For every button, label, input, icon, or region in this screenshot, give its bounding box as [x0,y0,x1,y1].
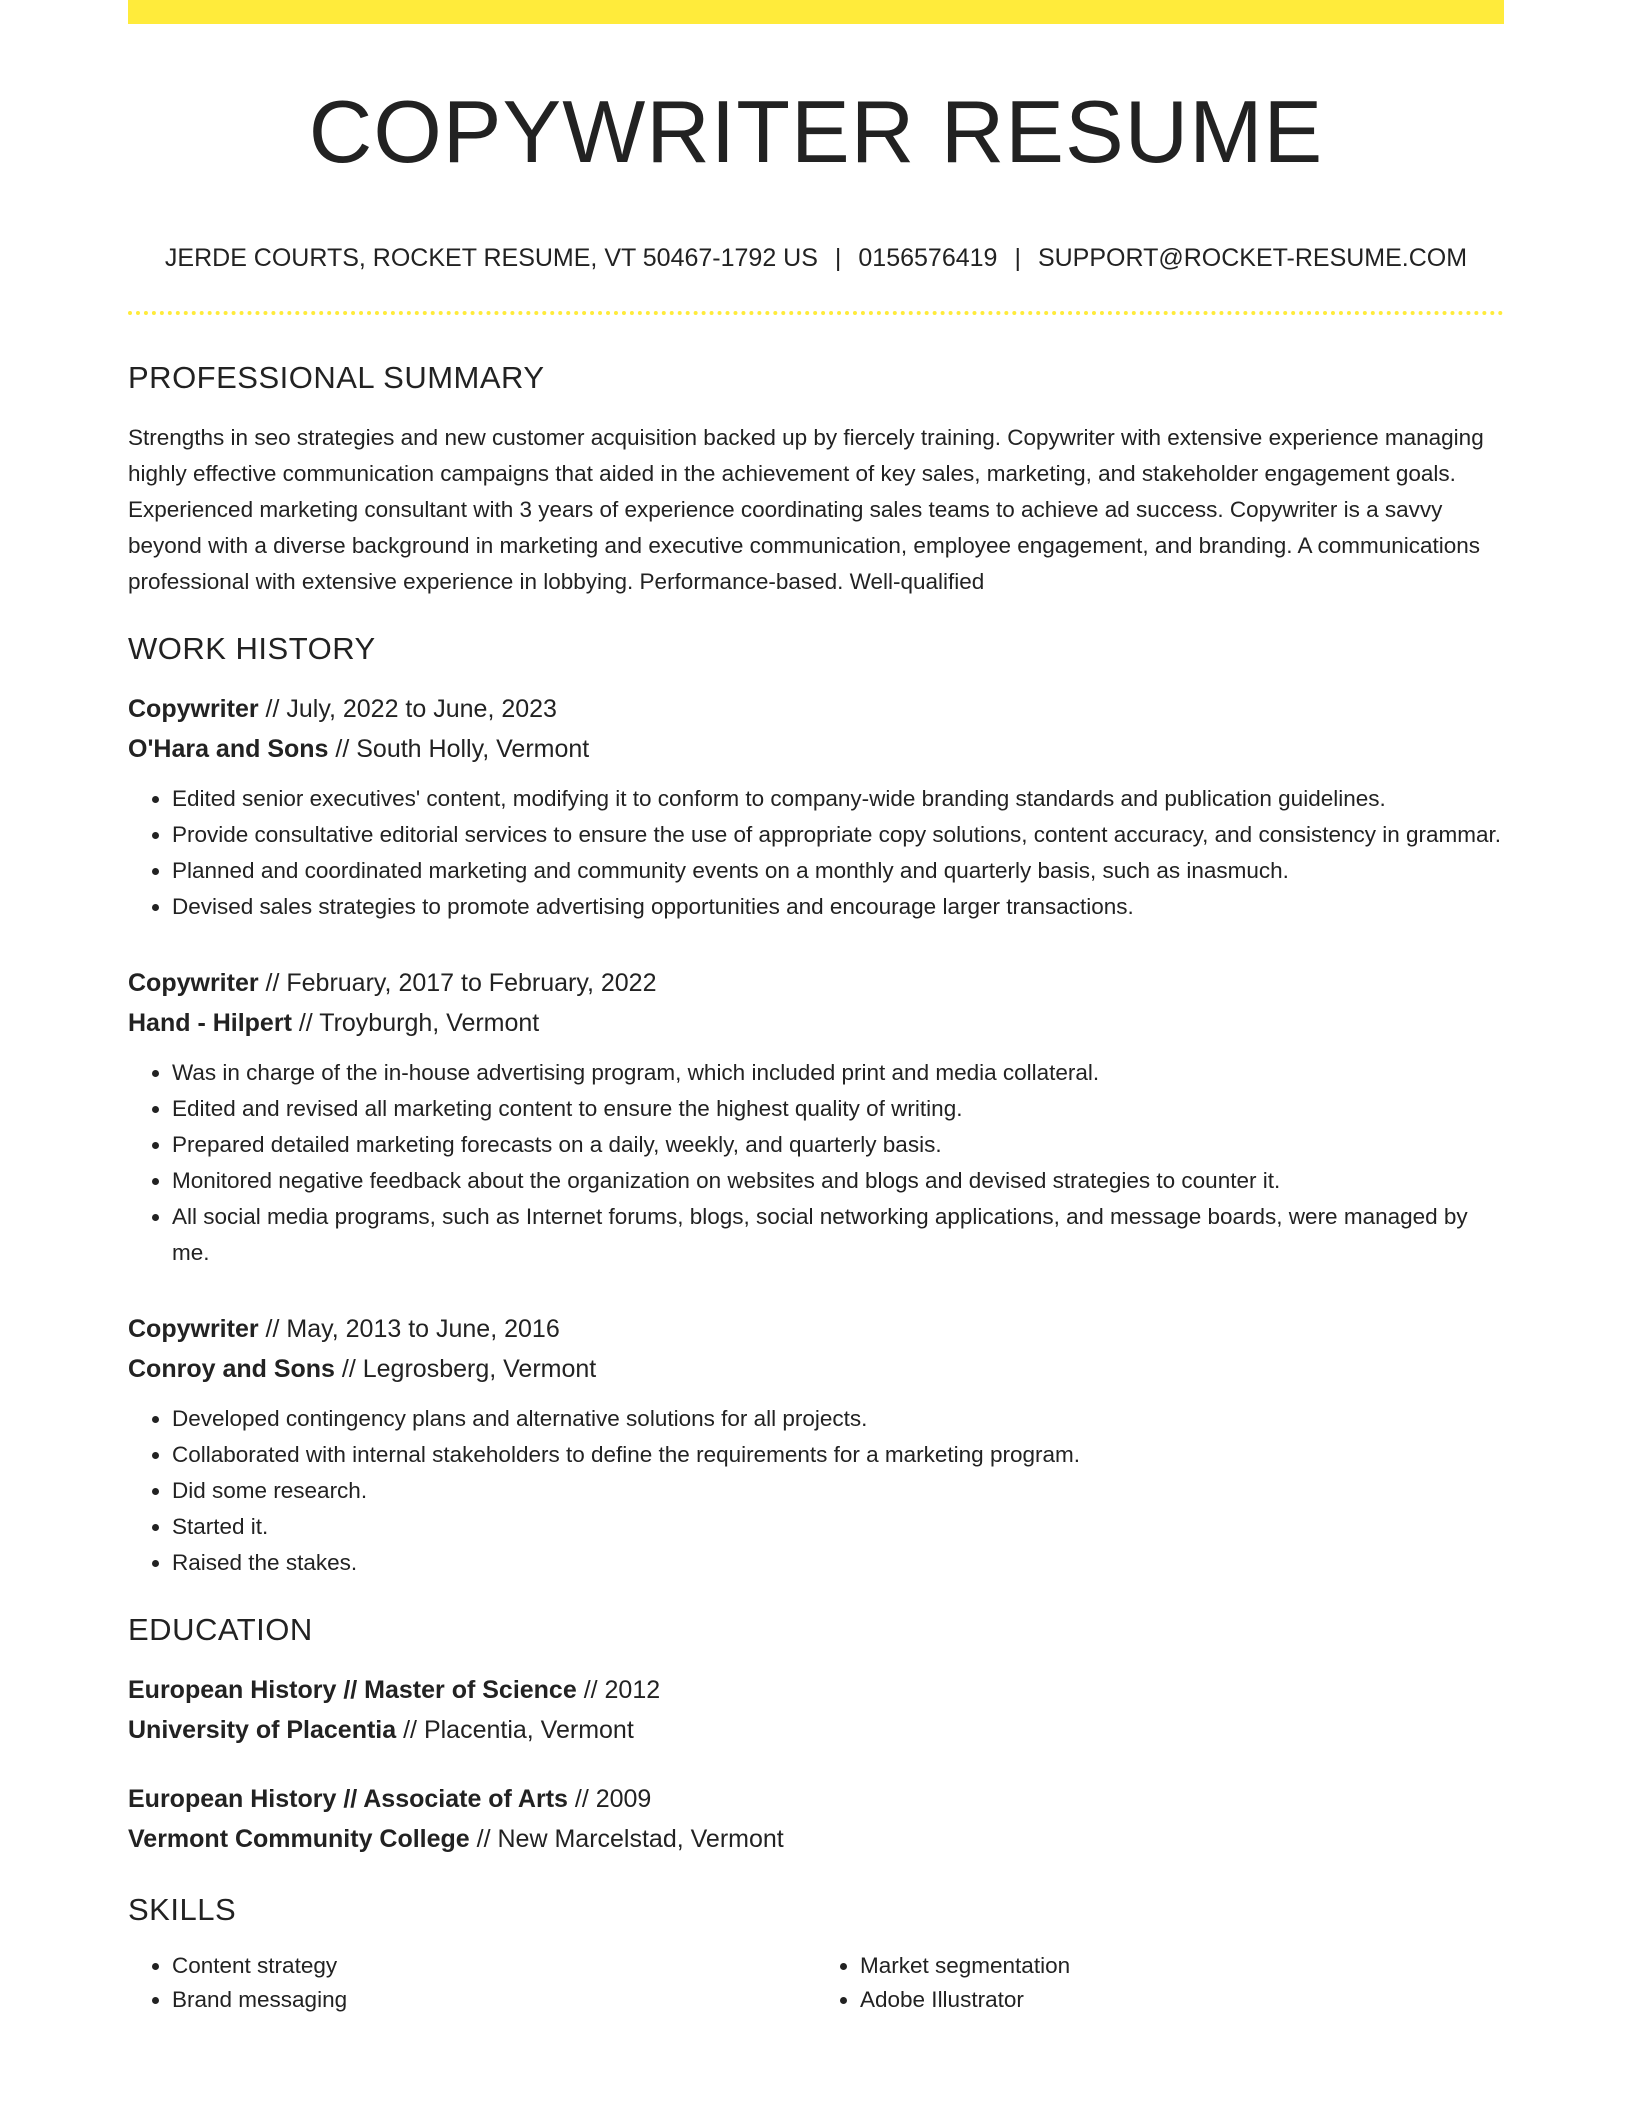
job-bullet: • All social media programs, such as Internet forums, blogs, social networking applications, and message boards, were managed by me. [172,1199,1504,1271]
job-dates: // July, 2022 to June, 2023 [258,695,557,724]
skills-column-left [128,1949,816,2017]
job-company: Hand - Hilpert [128,1009,292,1038]
job-bullet: • Raised the stakes. [172,1545,1504,1581]
job-title: Copywriter [128,969,259,998]
job-title-line [128,963,1504,1003]
job-title: Copywriter [128,1315,259,1344]
skills-grid [128,1949,1504,2017]
job-title-line [128,689,1504,729]
education-location: // New Marcelstad, Vermont [469,1825,784,1854]
work-history-heading: WORK HISTORY [128,630,376,666]
top-accent-bar [128,0,1504,24]
job-bullets [128,781,1504,925]
education-school-line [128,1710,1504,1750]
job-bullet: • Prepared detailed marketing forecasts on a daily, weekly, and quarterly basis. [172,1127,1504,1163]
education-heading: EDUCATION [128,1612,313,1648]
job-company-line [128,1003,1504,1043]
job-bullet: • Was in charge of the in-house advertising program, which included print and media collateral. [172,1055,1504,1091]
job-company-line [128,729,1504,769]
skills-heading: SKILLS [128,1892,237,1928]
contact-email: SUPPORT@ROCKET-RESUME.COM [1037,243,1468,272]
job-bullet: • Collaborated with internal stakeholders to define the requirements for a marketing program. [172,1437,1504,1473]
job-location: // Troyburgh, Vermont [291,1009,540,1038]
education-degree: European History // Associate of Arts [128,1785,568,1814]
job-company: O'Hara and Sons [128,735,329,764]
job-company: Conroy and Sons [128,1355,335,1384]
skills-column-right [816,1949,1504,2017]
job-bullet: • Edited senior executives' content, modifying it to conform to company-wide branding standards and publication guidelines. [172,781,1504,817]
job-bullets [128,1401,1504,1581]
job-location: // Legrosberg, Vermont [334,1355,597,1384]
contact-separator: | [834,243,842,272]
education-degree-line [128,1779,1504,1819]
job-bullet: • Devised sales strategies to promote advertising opportunities and encourage larger transactions. [172,889,1504,925]
resume-title: COPYWRITER RESUME [308,82,1324,181]
job-bullets [128,1055,1504,1271]
skill-item: • Content strategy [172,1949,816,1983]
skill-item: • Brand messaging [172,1983,816,2017]
contact-phone: 0156576419 [858,243,998,272]
education-year: // 2012 [576,1676,661,1705]
summary-heading: PROFESSIONAL SUMMARY [128,359,545,395]
job-bullet: • Developed contingency plans and alternative solutions for all projects. [172,1401,1504,1437]
job-title-line [128,1309,1504,1349]
education-school: University of Placentia [128,1716,397,1745]
summary-text: Strengths in seo strategies and new customer acquisition backed up by fiercely training. Copywriter with extensive experience managing highly effective communication campaigns that aided in the achievement of key sales, marketing, and stakeholder engagement goals. Experienced marketing consultant with 3 years of experience coordinating sales teams to achieve ad success. Copywriter is a savvy beyond with a diverse background in marketing and executive communication, employee engagement, and branding. A communications professional with extensive experience in lobbying. Performance-based. Well-qualified [128,424,1484,594]
contact-address: JERDE COURTS, ROCKET RESUME, VT 50467-1792 US [164,243,818,272]
job-bullet: • Edited and revised all marketing content to ensure the highest quality of writing. [172,1091,1504,1127]
education-entry [128,1670,1504,1750]
education-school-line [128,1819,1504,1859]
job-location: // South Holly, Vermont [328,735,590,764]
education-degree-line [128,1670,1504,1710]
education-degree: European History // Master of Science [128,1676,577,1705]
skill-item: • Market segmentation [860,1949,1504,1983]
education-school: Vermont Community College [128,1825,470,1854]
job-bullet: • Provide consultative editorial services to ensure the use of appropriate copy solutions, content accuracy, and consistency in grammar. [172,817,1504,853]
resume-page [128,0,1504,2017]
job-entry [128,963,1504,1271]
job-entry [128,1309,1504,1581]
job-bullet: • Did some research. [172,1473,1504,1509]
job-dates: // May, 2013 to June, 2016 [258,1315,560,1344]
job-entry [128,689,1504,925]
education-entry [128,1779,1504,1859]
job-company-line [128,1349,1504,1389]
header-divider [128,311,1504,315]
job-bullet: • Planned and coordinated marketing and community events on a monthly and quarterly basis, such as inasmuch. [172,853,1504,889]
job-title: Copywriter [128,695,259,724]
job-dates: // February, 2017 to February, 2022 [258,969,657,998]
skill-item: • Adobe Illustrator [860,1983,1504,2017]
contact-separator: | [1014,243,1021,272]
education-year: // 2009 [567,1785,652,1814]
job-bullet: • Started it. [172,1509,1504,1545]
job-bullet: • Monitored negative feedback about the organization on websites and blogs and devised strategies to counter it. [172,1163,1504,1199]
contact-line [128,243,1504,273]
education-location: // Placentia, Vermont [396,1716,634,1745]
